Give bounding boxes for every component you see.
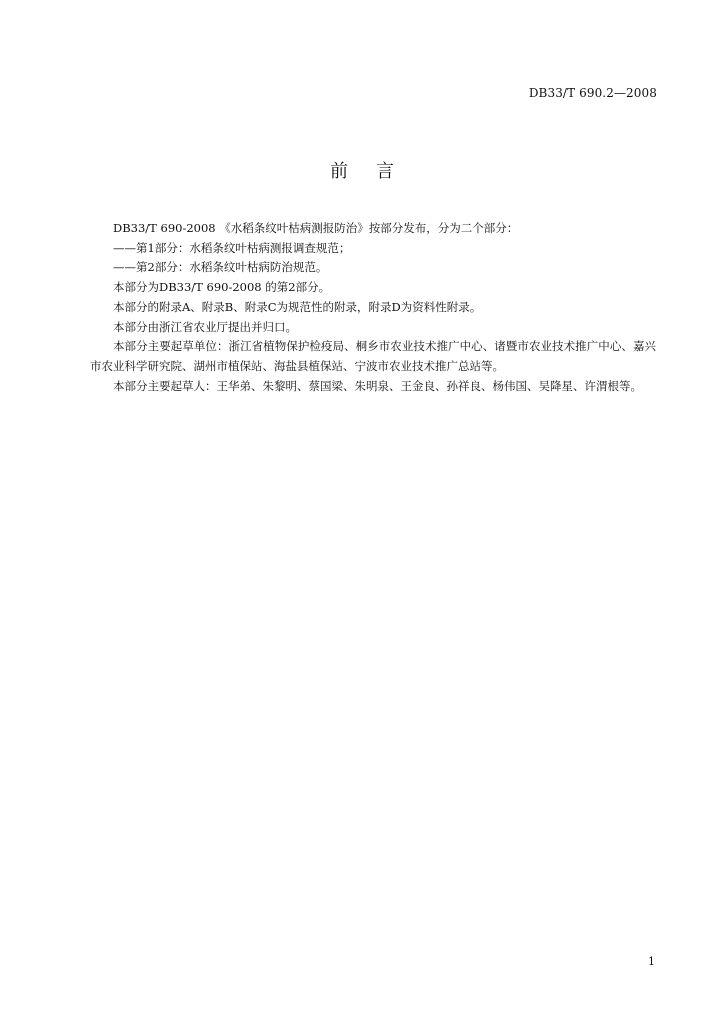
paragraph-appendices: 本部分的附录A、附录B、附录C为规范性的附录，附录D为资料性附录。 bbox=[113, 299, 482, 314]
page-number: 1 bbox=[648, 955, 655, 968]
paragraph-part-1: ——第1部分：水稻条纹叶枯病测报调查规范； bbox=[113, 240, 351, 255]
paragraph-parts-intro: DB33/T 690-2008 《水稻条纹叶枯病测报防治》按部分发布，分为二个部分： bbox=[113, 221, 519, 235]
page-title: 前言 bbox=[330, 161, 422, 182]
preface-body bbox=[90, 219, 656, 396]
paragraph-drafting-units: 本部分主要起草单位：浙江省植物保护检疫局、桐乡市农业技术推广中心、诸暨市农业技术推广中心、嘉兴市农业科学研究院、湖州市植保站、海盐县植保站、宁波市农业技术推广总站等。 bbox=[90, 339, 656, 373]
paragraph-part-2: ——第2部分：水稻条纹叶枯病防治规范。 bbox=[113, 260, 328, 275]
standard-code: DB33/T 690.2—2008 bbox=[528, 86, 657, 100]
paragraph-proposer: 本部分由浙江省农业厅提出并归口。 bbox=[113, 319, 297, 334]
paragraph-drafters: 本部分主要起草人：王华弟、朱黎明、蔡国梁、朱明泉、王金良、孙祥良、杨伟国、吴降星、许渭根等。 bbox=[113, 378, 642, 393]
paragraph-this-part: 本部分为DB33/T 690-2008 的第2部分。 bbox=[113, 280, 331, 295]
